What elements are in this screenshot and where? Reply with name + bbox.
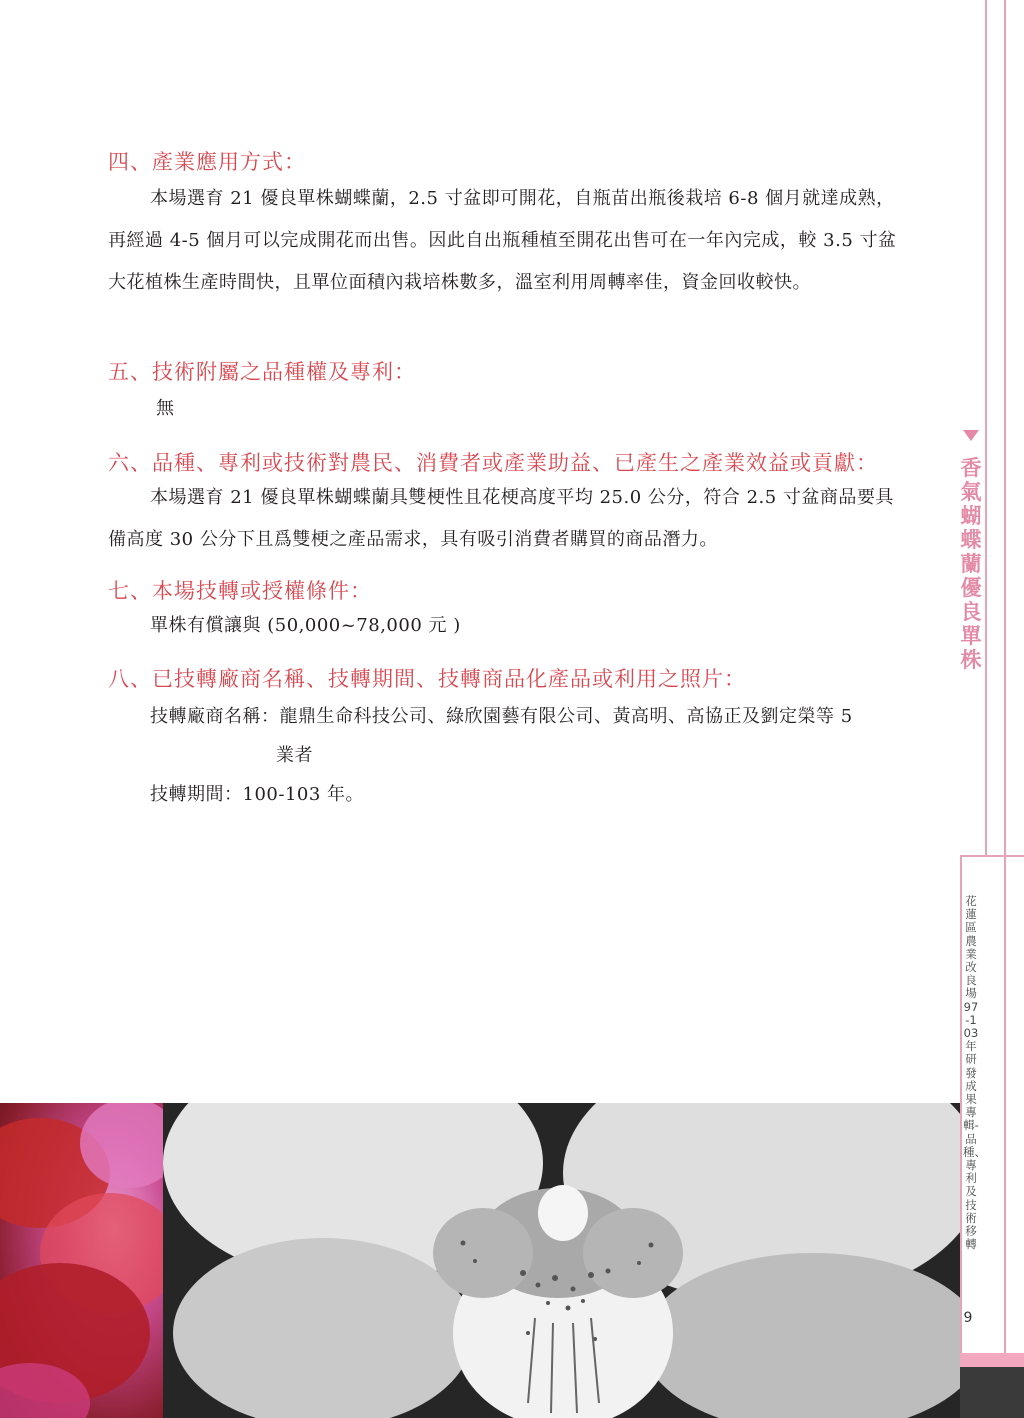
vendors-label (150, 702, 853, 732)
orchid-photo-edge (960, 1367, 1024, 1418)
side-title: 香氣蝴蝶蘭優良單株 (960, 455, 982, 672)
section-7-heading: 七、本場技轉或授權條件： (108, 579, 372, 603)
page-number: 9 (963, 1310, 973, 1326)
section-8-heading: 八、已技轉廠商名稱、技轉期間、技轉商品化產品或利用之照片： (108, 667, 746, 691)
section-5-heading: 五、技術附屬之品種權及專利： (108, 360, 416, 384)
section-4-heading: 四、產業應用方式： (108, 150, 306, 174)
frame-line-inner (985, 0, 987, 855)
vendors-label-text: 技轉廠商名稱： (150, 706, 280, 727)
section-6-text: 本場選育 21 優良單株蝴蝶蘭具雙梗性且花梗高度平均 25.0 公分，符合 2.5 寸盆商品要具備高度 30 公分下且爲雙梗之產品需求，具有吸引消費者購買的商品潛力。 (108, 487, 894, 550)
triangle-marker-icon (963, 430, 979, 441)
vendors-line-1: 龍鼎生命科技公司、綠欣園藝有限公司、黃高明、高協正及劉定榮等 5 (279, 706, 853, 727)
section-5-text: 無 (156, 398, 175, 419)
section-7-text: 單株有償讓與 (50,000~78,000 元 ) (150, 615, 461, 636)
vendors-line-2: 業者 (276, 745, 313, 766)
transfer-period: 技轉期間：100-103 年。 (150, 784, 365, 805)
orchid-photo-color (0, 1103, 163, 1418)
orchid-bw-drawing (163, 1103, 960, 1418)
side-subtitle: 花蓮區農業改良場 97-103年研發成果專輯-品種、專利及技術移轉 (963, 894, 986, 1252)
pink-bar (960, 1353, 1024, 1367)
section-4-text: 本場選育 21 優良單株蝴蝶蘭，2.5 寸盆即可開花，自瓶苗出瓶後栽培 6-8 個月就達成熟，再經過 4-5 個月可以完成開花而出售。因此自出瓶種植至開花出售可在一年內完成，較 3.5 寸盆大花植株生產時間快，且單位面積內栽培株數多，溫室利用周轉率佳，資金回收較快。 (108, 188, 897, 293)
section-6-heading: 六、品種、專利或技術對農民、消費者或產業助益、已產生之產業效益或貢獻： (108, 451, 878, 475)
orchid-photo-bw (163, 1103, 960, 1418)
orchid-color-drawing (0, 1103, 163, 1418)
